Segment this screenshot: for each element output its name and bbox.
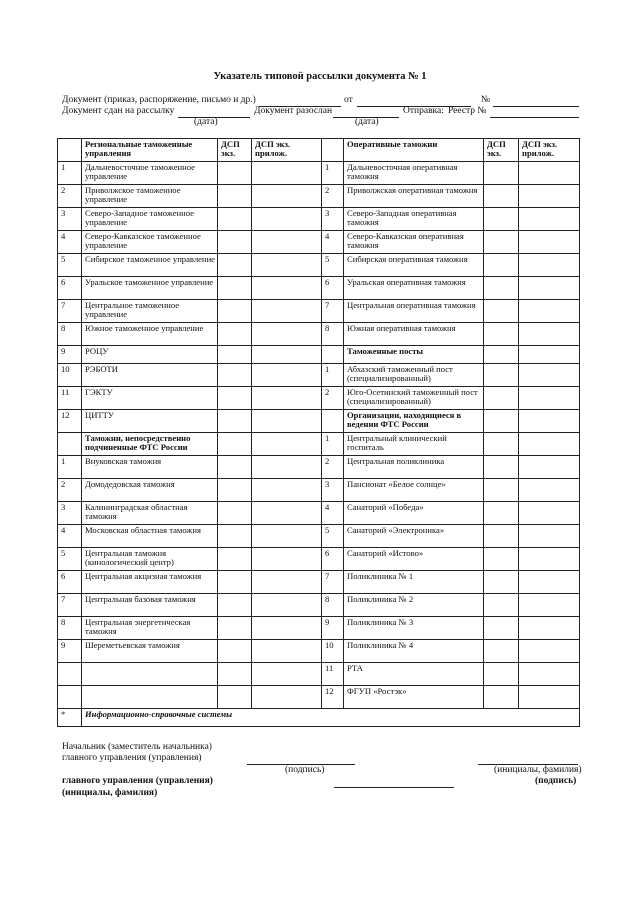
- row-operative-name: Северо-Кавказская оперативная таможня: [344, 231, 484, 254]
- bold-signature-line[interactable]: [334, 787, 454, 788]
- row-num-left: 10: [58, 364, 82, 387]
- row-dsp-left[interactable]: [218, 300, 252, 323]
- row-num-right: [322, 410, 344, 433]
- row-dsp-right[interactable]: [484, 410, 519, 433]
- row-regional-name: [82, 686, 218, 709]
- row-dsp-left[interactable]: [218, 410, 252, 433]
- row-dsp-app-left[interactable]: [252, 571, 322, 594]
- row-operative-name: Северо-Западная оперативная таможня: [344, 208, 484, 231]
- row-dsp-app-left[interactable]: [252, 323, 322, 346]
- row-dsp-app-left[interactable]: [252, 231, 322, 254]
- row-dsp-right[interactable]: [484, 364, 519, 387]
- row-dsp-app-left[interactable]: [252, 548, 322, 571]
- row-operative-name: Организации, находящиеся в ведении ФТС России: [344, 410, 484, 433]
- row-dsp-app-right[interactable]: [519, 208, 580, 231]
- row-num-left: 4: [58, 231, 82, 254]
- row-num-left: 8: [58, 617, 82, 640]
- row-dsp-app-left[interactable]: [252, 208, 322, 231]
- row-dsp-app-left[interactable]: [252, 277, 322, 300]
- row-dsp-app-right[interactable]: [519, 185, 580, 208]
- row-dsp-app-right[interactable]: [519, 300, 580, 323]
- row-regional-name: РЭБОТИ: [82, 364, 218, 387]
- row-num-right: 10: [322, 640, 344, 663]
- table-row: [58, 571, 580, 594]
- row-dsp-right[interactable]: [484, 548, 519, 571]
- row-regional-name: Московская областная таможня: [82, 525, 218, 548]
- row-dsp-right[interactable]: [484, 502, 519, 525]
- header-operative: Оперативные таможни: [344, 139, 484, 162]
- row-regional-name: Калининградская областная таможня: [82, 502, 218, 525]
- row-num-right: 12: [322, 686, 344, 709]
- row-num-left: 3: [58, 502, 82, 525]
- row-operative-name: Таможенные посты: [344, 346, 484, 364]
- row-dsp-right[interactable]: [484, 456, 519, 479]
- row-operative-name: Южная оперативная таможня: [344, 323, 484, 346]
- row-dsp-left[interactable]: [218, 594, 252, 617]
- row-dsp-left[interactable]: [218, 525, 252, 548]
- row-num-left: [58, 433, 82, 456]
- row-num-right: 5: [322, 525, 344, 548]
- row-dsp-app-right[interactable]: [519, 231, 580, 254]
- distribution-table: [57, 138, 580, 727]
- row-num-left: 1: [58, 162, 82, 185]
- row-num-right: 1: [322, 433, 344, 456]
- row-num-left: 3: [58, 208, 82, 231]
- row-regional-name: Таможни, непосредственно подчиненные ФТС России: [82, 433, 218, 456]
- row-dsp-right[interactable]: [484, 254, 519, 277]
- sent-label: Документ разослан: [254, 106, 333, 116]
- row-dsp-app-right[interactable]: [519, 346, 580, 364]
- row-dsp-app-right[interactable]: [519, 502, 580, 525]
- row-operative-name: Поликлиника № 2: [344, 594, 484, 617]
- registry-field[interactable]: [490, 117, 579, 118]
- row-dsp-right[interactable]: [484, 640, 519, 663]
- row-num-right: 6: [322, 277, 344, 300]
- row-num-left: 2: [58, 185, 82, 208]
- header-dsp-right: ДСП экз.: [484, 139, 519, 162]
- table-row: [58, 456, 580, 479]
- row-num-left: 4: [58, 525, 82, 548]
- table-row: [58, 300, 580, 323]
- row-regional-name: ГЭКТУ: [82, 387, 218, 410]
- row-dsp-app-left[interactable]: [252, 525, 322, 548]
- row-dsp-right[interactable]: [484, 346, 519, 364]
- bold-dept-line: главного управления (управления): [62, 776, 213, 786]
- row-dsp-left[interactable]: [218, 640, 252, 663]
- row-num-left: 6: [58, 277, 82, 300]
- row-dsp-app-right[interactable]: [519, 525, 580, 548]
- row-num-right: 4: [322, 231, 344, 254]
- table-row: [58, 433, 580, 456]
- row-dsp-app-right[interactable]: [519, 387, 580, 410]
- row-dsp-left[interactable]: [218, 254, 252, 277]
- date-caption-2: (дата): [355, 117, 379, 127]
- row-dsp-right[interactable]: [484, 686, 519, 709]
- table-row: [58, 594, 580, 617]
- table-row: [58, 185, 580, 208]
- row-dsp-left[interactable]: [218, 663, 252, 686]
- row-dsp-app-left[interactable]: [252, 300, 322, 323]
- row-num-right: 8: [322, 594, 344, 617]
- table-row: [58, 323, 580, 346]
- name-caption: (инициалы, фамилия): [494, 765, 582, 775]
- header-dsp-app-left: ДСП экз. прилож.: [252, 139, 322, 162]
- row-dsp-right[interactable]: [484, 162, 519, 185]
- row-regional-name: Внуковская таможня: [82, 456, 218, 479]
- row-dsp-app-right[interactable]: [519, 548, 580, 571]
- row-operative-name: Санаторий «Истово»: [344, 548, 484, 571]
- table-row: [58, 686, 580, 709]
- row-dsp-left[interactable]: [218, 686, 252, 709]
- row-dsp-left[interactable]: [218, 231, 252, 254]
- table-row: [58, 254, 580, 277]
- table-footer-row: [58, 709, 580, 727]
- date-caption-1: (дата): [194, 117, 218, 127]
- row-regional-name: Центральная таможня (кинологический центр): [82, 548, 218, 571]
- number-label: №: [481, 95, 491, 105]
- row-regional-name: Дальневосточное таможенное управление: [82, 162, 218, 185]
- table-row: [58, 410, 580, 433]
- row-dsp-left[interactable]: [218, 162, 252, 185]
- row-operative-name: Поликлиника № 4: [344, 640, 484, 663]
- header-num-right: [322, 139, 344, 162]
- row-dsp-app-left[interactable]: [252, 410, 322, 433]
- row-operative-name: Сибирская оперативная таможня: [344, 254, 484, 277]
- footer-info-systems: Информационно-справочные системы: [82, 709, 580, 727]
- row-num-left: [58, 663, 82, 686]
- footer-mark: *: [58, 709, 82, 727]
- dispatch-label: Отправка:: [403, 106, 444, 116]
- row-dsp-left[interactable]: [218, 277, 252, 300]
- row-regional-name: ЦИТТУ: [82, 410, 218, 433]
- row-dsp-app-left[interactable]: [252, 364, 322, 387]
- row-operative-name: Центральная оперативная таможня: [344, 300, 484, 323]
- row-dsp-app-right[interactable]: [519, 594, 580, 617]
- row-dsp-app-left[interactable]: [252, 640, 322, 663]
- row-num-right: [322, 346, 344, 364]
- row-dsp-app-left[interactable]: [252, 594, 322, 617]
- header-dsp-app-right: ДСП экз. прилож.: [519, 139, 580, 162]
- row-dsp-left[interactable]: [218, 323, 252, 346]
- row-dsp-left[interactable]: [218, 387, 252, 410]
- row-regional-name: Центральное таможенное управление: [82, 300, 218, 323]
- row-num-left: 6: [58, 571, 82, 594]
- row-num-right: 2: [322, 185, 344, 208]
- row-dsp-app-right[interactable]: [519, 479, 580, 502]
- row-dsp-app-right[interactable]: [519, 277, 580, 300]
- row-num-right: 3: [322, 479, 344, 502]
- table-row: [58, 231, 580, 254]
- row-operative-name: Санаторий «Электроника»: [344, 525, 484, 548]
- row-num-right: 7: [322, 571, 344, 594]
- bold-signature-caption: (подпись): [535, 776, 577, 786]
- row-operative-name: Центральный клинический госпиталь: [344, 433, 484, 456]
- table-row: [58, 663, 580, 686]
- row-dsp-app-left[interactable]: [252, 387, 322, 410]
- row-dsp-left[interactable]: [218, 346, 252, 364]
- row-operative-name: Уральская оперативная таможня: [344, 277, 484, 300]
- row-operative-name: Дальневосточная оперативная таможня: [344, 162, 484, 185]
- row-num-left: 2: [58, 479, 82, 502]
- row-dsp-left[interactable]: [218, 502, 252, 525]
- signature-caption: (подпись): [285, 765, 325, 775]
- row-num-left: 5: [58, 548, 82, 571]
- row-dsp-right[interactable]: [484, 277, 519, 300]
- row-operative-name: Абхазский таможенный пост (специализированный): [344, 364, 484, 387]
- submitted-label: Документ сдан на рассылку: [62, 106, 175, 116]
- row-dsp-app-right[interactable]: [519, 410, 580, 433]
- row-dsp-app-right[interactable]: [519, 364, 580, 387]
- row-regional-name: Шереметьевская таможня: [82, 640, 218, 663]
- row-dsp-app-right[interactable]: [519, 162, 580, 185]
- row-num-right: 1: [322, 364, 344, 387]
- row-operative-name: Санаторий «Победа»: [344, 502, 484, 525]
- row-dsp-right[interactable]: [484, 185, 519, 208]
- signatory-title-2: главного управления (управления): [62, 753, 202, 763]
- row-num-left: 9: [58, 346, 82, 364]
- row-dsp-app-right[interactable]: [519, 617, 580, 640]
- document-title: Указатель типовой рассылки документа № 1: [213, 71, 427, 82]
- row-dsp-right[interactable]: [484, 571, 519, 594]
- row-operative-name: Поликлиника № 1: [344, 571, 484, 594]
- row-operative-name: ФГУП «Ростэк»: [344, 686, 484, 709]
- from-label: от: [344, 95, 353, 105]
- row-num-right: 3: [322, 208, 344, 231]
- row-dsp-left[interactable]: [218, 617, 252, 640]
- row-regional-name: Центральная акцизная таможня: [82, 571, 218, 594]
- doc-type-label: Документ (приказ, распоряжение, письмо и др.): [62, 95, 256, 105]
- row-regional-name: Приволжское таможенное управление: [82, 185, 218, 208]
- bold-name-caption: (инициалы, фамилия): [62, 788, 158, 798]
- header-regional: Региональные таможенные управления: [82, 139, 218, 162]
- row-num-right: 8: [322, 323, 344, 346]
- header-dsp-left: ДСП экз.: [218, 139, 252, 162]
- row-regional-name: РОЦУ: [82, 346, 218, 364]
- row-num-left: 12: [58, 410, 82, 433]
- row-num-right: 4: [322, 502, 344, 525]
- row-num-right: 6: [322, 548, 344, 571]
- row-regional-name: Центральная энергетическая таможня: [82, 617, 218, 640]
- row-dsp-app-left[interactable]: [252, 617, 322, 640]
- row-dsp-left[interactable]: [218, 479, 252, 502]
- row-num-right: 1: [322, 162, 344, 185]
- row-dsp-app-right[interactable]: [519, 433, 580, 456]
- signatory-title-1: Начальник (заместитель начальника): [62, 742, 212, 752]
- row-dsp-left[interactable]: [218, 456, 252, 479]
- row-regional-name: Уральское таможенное управление: [82, 277, 218, 300]
- row-dsp-left[interactable]: [218, 185, 252, 208]
- row-operative-name: Юго-Осетинский таможенный пост (специализированный): [344, 387, 484, 410]
- table-row: [58, 387, 580, 410]
- row-regional-name: Северо-Западное таможенное управление: [82, 208, 218, 231]
- table-row: [58, 525, 580, 548]
- row-dsp-right[interactable]: [484, 300, 519, 323]
- row-dsp-right[interactable]: [484, 208, 519, 231]
- table-row: [58, 208, 580, 231]
- table-row: [58, 640, 580, 663]
- row-dsp-right[interactable]: [484, 231, 519, 254]
- row-dsp-app-right[interactable]: [519, 640, 580, 663]
- row-dsp-left[interactable]: [218, 433, 252, 456]
- header-num-left: [58, 139, 82, 162]
- row-dsp-app-right[interactable]: [519, 323, 580, 346]
- row-num-left: 7: [58, 594, 82, 617]
- row-num-left: [58, 686, 82, 709]
- table-row: [58, 548, 580, 571]
- table-row: [58, 346, 580, 364]
- row-dsp-right[interactable]: [484, 387, 519, 410]
- row-dsp-app-right[interactable]: [519, 686, 580, 709]
- row-dsp-right[interactable]: [484, 594, 519, 617]
- row-dsp-left[interactable]: [218, 208, 252, 231]
- row-dsp-app-left[interactable]: [252, 254, 322, 277]
- row-num-right: 2: [322, 387, 344, 410]
- table-row: [58, 479, 580, 502]
- row-operative-name: Пансионат «Белое солнце»: [344, 479, 484, 502]
- row-dsp-right[interactable]: [484, 525, 519, 548]
- row-dsp-right[interactable]: [484, 323, 519, 346]
- row-num-left: 9: [58, 640, 82, 663]
- row-num-right: 5: [322, 254, 344, 277]
- row-dsp-left[interactable]: [218, 548, 252, 571]
- table-row: [58, 617, 580, 640]
- row-num-right: 7: [322, 300, 344, 323]
- row-dsp-app-left[interactable]: [252, 346, 322, 364]
- row-dsp-left[interactable]: [218, 571, 252, 594]
- row-num-left: 11: [58, 387, 82, 410]
- row-dsp-left[interactable]: [218, 364, 252, 387]
- row-num-right: 9: [322, 617, 344, 640]
- number-field[interactable]: [493, 106, 579, 107]
- row-regional-name: Сибирское таможенное управление: [82, 254, 218, 277]
- row-num-left: 5: [58, 254, 82, 277]
- table-header-row: [58, 139, 580, 162]
- row-dsp-app-left[interactable]: [252, 162, 322, 185]
- table-row: [58, 162, 580, 185]
- row-operative-name: Приволжская оперативная таможня: [344, 185, 484, 208]
- row-dsp-app-left[interactable]: [252, 663, 322, 686]
- row-operative-name: Центральная поликлиника: [344, 456, 484, 479]
- row-operative-name: РТА: [344, 663, 484, 686]
- row-regional-name: Центральная базовая таможня: [82, 594, 218, 617]
- row-dsp-app-left[interactable]: [252, 502, 322, 525]
- table-row: [58, 502, 580, 525]
- row-dsp-app-right[interactable]: [519, 254, 580, 277]
- row-num-right: 11: [322, 663, 344, 686]
- row-dsp-app-right[interactable]: [519, 571, 580, 594]
- table-row: [58, 364, 580, 387]
- row-regional-name: Домодедовская таможня: [82, 479, 218, 502]
- row-dsp-right[interactable]: [484, 433, 519, 456]
- row-dsp-app-left[interactable]: [252, 479, 322, 502]
- row-dsp-app-left[interactable]: [252, 456, 322, 479]
- row-num-left: 1: [58, 456, 82, 479]
- row-num-left: 8: [58, 323, 82, 346]
- row-dsp-app-left[interactable]: [252, 185, 322, 208]
- row-num-right: 2: [322, 456, 344, 479]
- row-regional-name: Северо-Кавказское таможенное управление: [82, 231, 218, 254]
- row-regional-name: Южное таможенное управление: [82, 323, 218, 346]
- row-operative-name: Поликлиника № 3: [344, 617, 484, 640]
- row-num-left: 7: [58, 300, 82, 323]
- row-dsp-right[interactable]: [484, 617, 519, 640]
- row-dsp-app-left[interactable]: [252, 686, 322, 709]
- row-dsp-app-left[interactable]: [252, 433, 322, 456]
- registry-label: Реестр №: [448, 106, 487, 116]
- table-row: [58, 277, 580, 300]
- row-dsp-right[interactable]: [484, 479, 519, 502]
- row-dsp-app-right[interactable]: [519, 663, 580, 686]
- row-regional-name: [82, 663, 218, 686]
- row-dsp-app-right[interactable]: [519, 456, 580, 479]
- row-dsp-right[interactable]: [484, 663, 519, 686]
